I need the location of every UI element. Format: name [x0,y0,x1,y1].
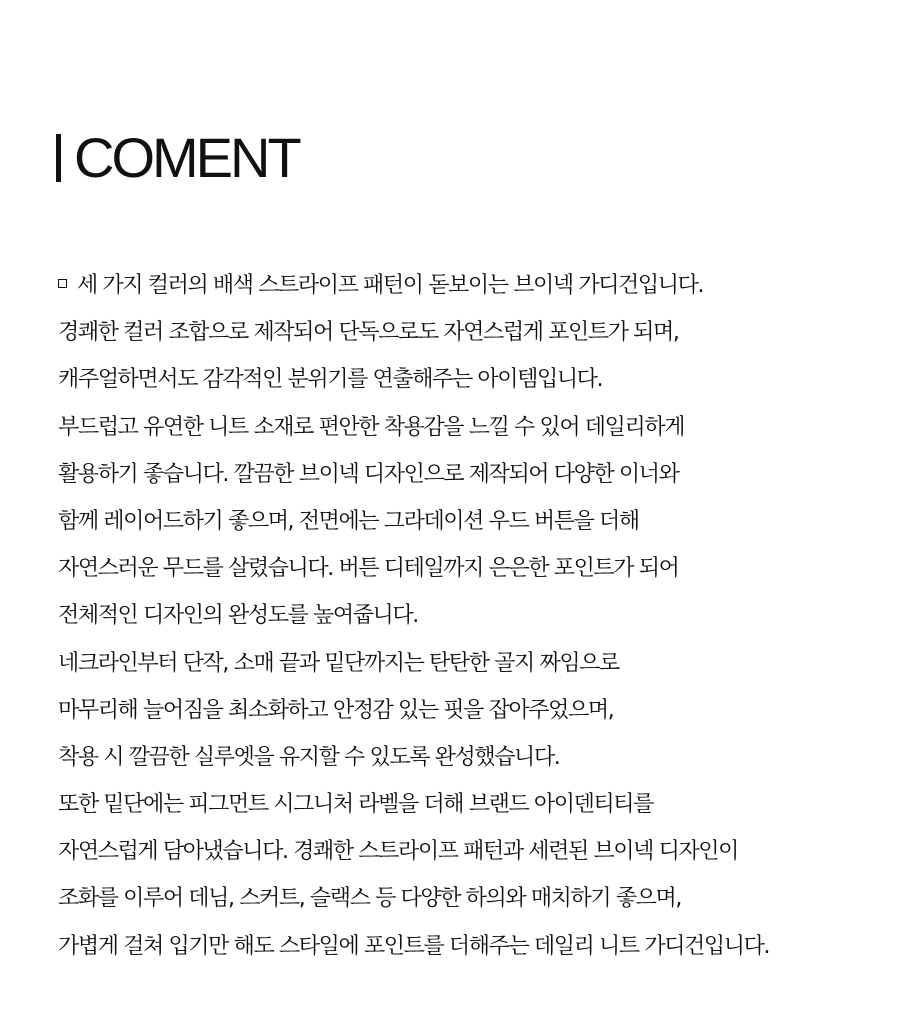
description-line: 조화를 이루어 데님, 스커트, 슬랙스 등 다양한 하의와 매치하기 좋으며, [58,886,681,912]
description-line: 전체적인 디자인의 완성도를 높여줍니다. [58,603,418,629]
description-line: 착용 시 깔끔한 실루엣을 유지할 수 있도록 완성했습니다. [58,744,560,770]
description-line: 활용하기 좋습니다. 깔끔한 브이넥 디자인으로 제작되어 다양한 이너와 [58,461,679,487]
description-line-text: 세 가지 컬러의 배색 스트라이프 패턴이 돋보이는 브이넥 가디건입니다. [77,273,704,298]
square-bullet-icon [58,279,67,288]
description-line: 자연스러운 무드를 살렸습니다. 버튼 디테일까지 은은한 포인트가 되어 [58,556,679,582]
description-line: 부드럽고 유연한 니트 소재로 편안한 착용감을 느낄 수 있어 데일리하게 [58,414,685,440]
section-heading [56,128,299,188]
description-line: 또한 밑단에는 피그먼트 시그니처 라벨을 더해 브랜드 아이덴티티를 [58,792,654,818]
description-line: 가볍게 걸쳐 입기만 해도 스타일에 포인트를 더해주는 데일리 니트 가디건입니다. [58,933,770,959]
description-line [58,262,898,309]
description-line: 자연스럽게 담아냈습니다. 경쾌한 스트라이프 패턴과 세련된 브이넥 디자인이 [58,839,739,865]
description-line: 함께 레이어드하기 좋으며, 전면에는 그라데이션 우드 버튼을 더해 [58,508,639,534]
heading-bar-marker [56,134,61,182]
description-line: 네크라인부터 단작, 소매 끝과 밑단까지는 탄탄한 골지 짜임으로 [58,650,619,676]
heading-title: COMENT [74,126,299,189]
product-description [58,262,898,970]
description-line: 마무리해 늘어짐을 최소화하고 안정감 있는 핏을 잡아주었으며, [58,697,614,723]
description-line: 경쾌한 컬러 조합으로 제작되어 단독으로도 자연스럽게 포인트가 되며, [58,320,679,346]
description-line: 캐주얼하면서도 감각적인 분위기를 연출해주는 아이템입니다. [58,367,603,393]
